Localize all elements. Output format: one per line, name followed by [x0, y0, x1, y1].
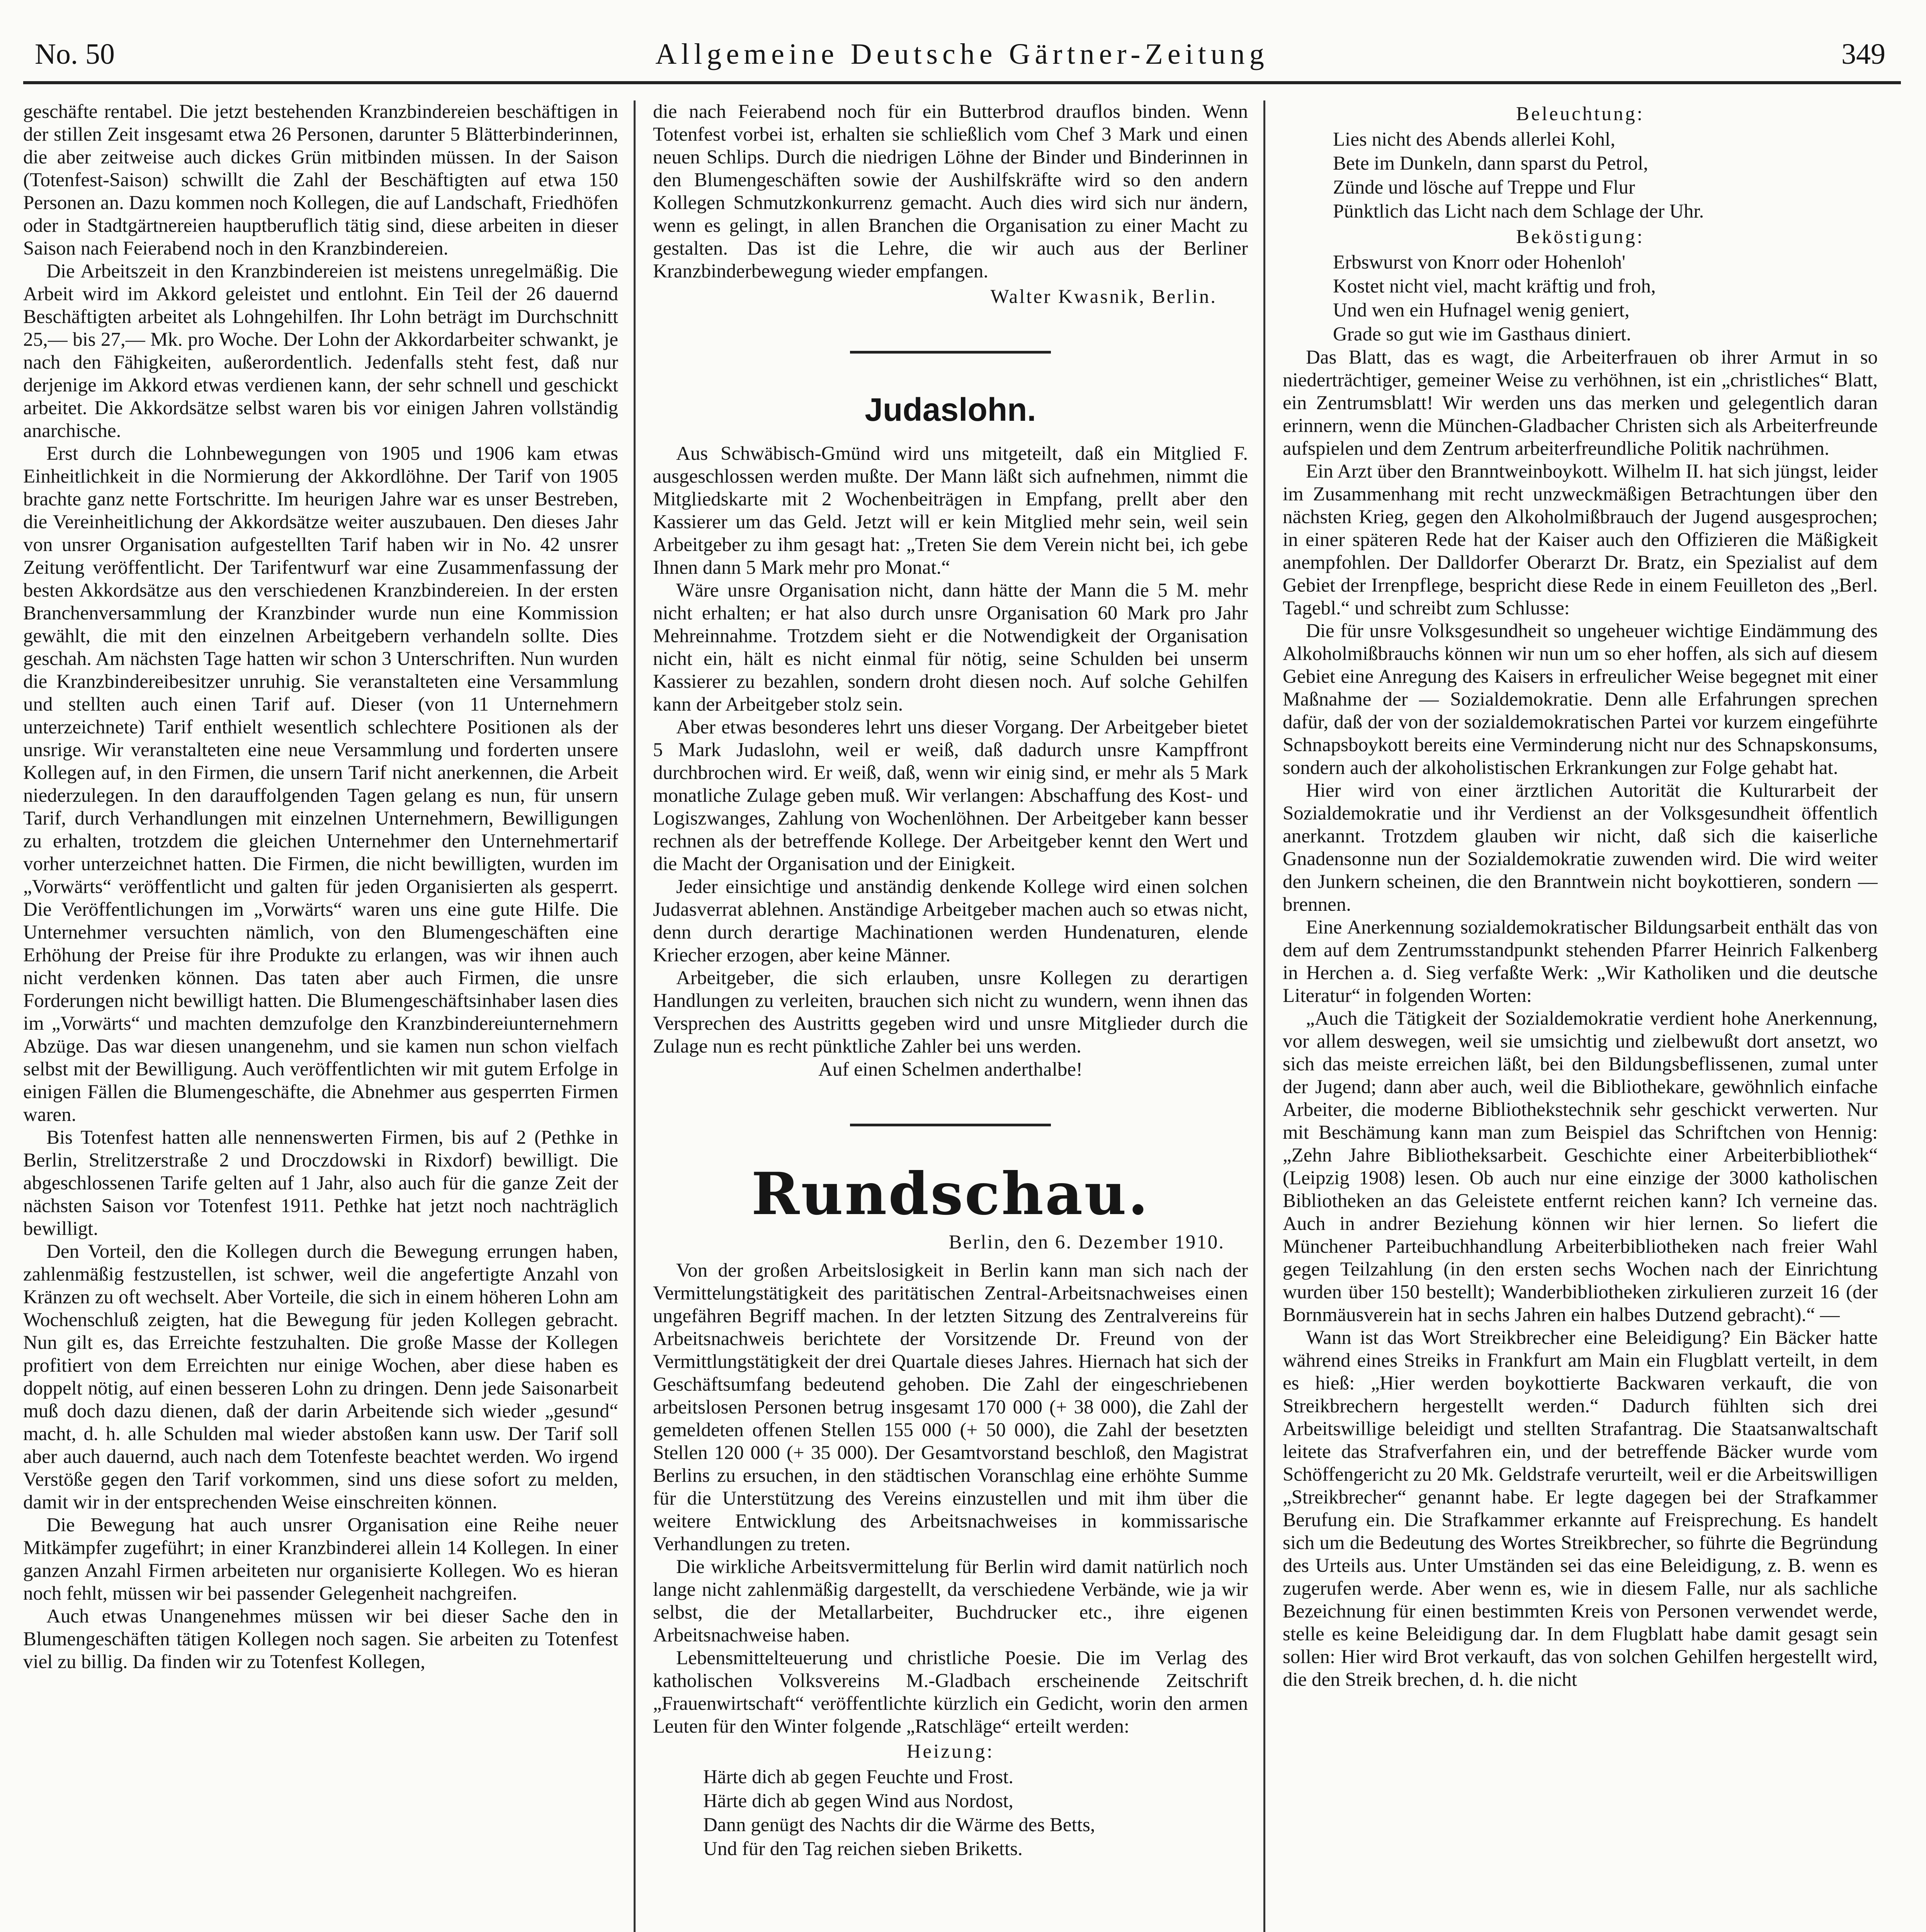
- poem-line: Zünde und lösche auf Treppe und Flur: [1333, 177, 1635, 198]
- judaslohn-heading: Judaslohn.: [865, 391, 1036, 428]
- newspaper-title: Allgemeine Deutsche Gärtner-Zeitung: [655, 38, 1269, 70]
- header-rule: [23, 81, 1901, 84]
- section-divider: [850, 351, 1051, 354]
- issue-number: No. 50: [35, 38, 115, 70]
- page-header: [23, 35, 1901, 85]
- dateline: Berlin, den 6. Dezember 1910.: [949, 1231, 1225, 1253]
- column-divider: [1263, 100, 1265, 1932]
- article-paragraph: Hier wird von einer ärztlichen Autorität die Kulturarbeit der Sozialdemokratie und ihr Verdienst an der Volksgesundheit öffentlich anerkannt. Trotzdem glauben wir nicht, daß sich die kaiserliche Gnadensonne nun der Sozialdemokratie zuwenden wird. Die wird weiter den Junkern scheinen, die den Branntwein nicht boykottieren, sondern — brennen.: [1283, 780, 1878, 915]
- article-paragraph: Wäre unsre Organisation nicht, dann hätte der Mann die 5 M. mehr nicht erhalten; er hat also durch unsre Organisation 60 Mark pro Jahr Mehreinnahme. Trotzdem sieht er die Notwendigkeit der Organisation nicht ein, hält es nicht einmal für nötig, seine Schulden bei unserm Kassierer zu bezahlen, sondern droht diesen noch. Auf solche Gehilfen kann der Arbeitgeber stolz sein.: [653, 580, 1248, 715]
- column-1: [23, 100, 618, 1932]
- article-paragraph: Bis Totenfest hatten alle nennenswerten Firmen, bis auf 2 (Pethke in Berlin, Strelitzerstraße 2 und Droczdowski in Rixdorf) bewilligt. Die abgeschlossenen Tarife gelten auf 1 Jahr, also auch für die ganze Zeit der nächsten Saison vor Totenfest 1911. Pethke hat jetzt noch nachträglich bewilligt.: [23, 1127, 618, 1240]
- poem-stanza-title: Heizung:: [906, 1741, 994, 1762]
- column-2: [653, 100, 1248, 1932]
- poem-line: Und wen ein Hufnagel wenig geniert,: [1333, 299, 1630, 321]
- article-paragraph: Das Blatt, das es wagt, die Arbeiterfrauen ob ihrer Armut in so niederträchtiger, gemeiner Weise zu verhöhnen, ist ein „christliches“ Blatt, ein Zentrumsblatt! Wir werden uns das merken und gelegentlich daran erinnern, wenn die München-Gladbacher Christen sich als Arbeiterfreunde aufspielen und dem Zentrum arbeiterfreundliche Politik nachrühmen.: [1283, 347, 1878, 459]
- article-paragraph: Aus Schwäbisch-Gmünd wird uns mitgeteilt, daß ein Mitglied F. ausgeschlossen werden mußte. Der Mann läßt sich aufnehmen, nimmt die Mitgliedskarte mit 2 Wochenbeiträgen in Empfang, prellt aber den Kassierer um das Geld. Jetzt will er kein Mitglied mehr sein, weil sein Arbeitgeber zu ihm gesagt hat: „Treten Sie dem Verein nicht bei, ich gebe Ihnen dann 5 Mark mehr pro Monat.“: [653, 443, 1248, 578]
- article-paragraph: Arbeitgeber, die sich erlauben, unsre Kollegen zu derartigen Handlungen zu verleiten, brauchen sich nicht zu wundern, wenn ihnen das Versprechen des Austritts gegeben wird und unsre Mitglieder durch die Zulage nun es recht pünktliche Zahler bei uns werden.: [653, 967, 1248, 1057]
- article-paragraph: die nach Feierabend noch für ein Butterbrod drauflos binden. Wenn Totenfest vorbei ist, erhalten sie schließlich vom Chef 3 Mark und einen neuen Schlips. Durch die niedrigen Löhne der Binder und Binderinnen in den Blumengeschäften sowie der Aushilfskräfte wird so den andern Kollegen Schmutzkonkurrenz gemacht. Auch dies wird sich nur ändern, wenn es gelingt, in allen Branchen die Organisation zu einer Macht zu gestalten. Das ist die Lehre, die wir auch aus der Berliner Kranzbinderbewegung wieder empfangen.: [653, 101, 1248, 282]
- article-paragraph: Ein Arzt über den Branntweinboykott. Wilhelm II. hat sich jüngst, leider im Zusammenhang mit recht unzweckmäßigen Betrachtungen über den nächsten Krieg, gegen den Alkoholmißbrauch der Jugend ausgesprochen; in einer späteren Rede hat der Kaiser auch den Offizieren die Mäßigkeit anempfohlen. Der Dalldorfer Oberarzt Dr. Bratz, ein Spezialist auf dem Gebiet der Irrenpflege, bespricht diese Rede in einem Feuilleton des „Berl. Tagebl.“ und schreibt zum Schlusse:: [1283, 461, 1878, 619]
- poem-line: Grade so gut wie im Gasthaus diniert.: [1333, 323, 1631, 345]
- poem-line: Härte dich ab gegen Wind aus Nordost,: [703, 1790, 1013, 1812]
- article-paragraph: Die Arbeitszeit in den Kranzbindereien ist meistens unregelmäßig. Die Arbeit wird im Akkord geleistet und entlohnt. Ein Teil der 26 dauernd Beschäftigten arbeitet als Lohngehilfen. Ihr Lohn beträgt im Durchschnitt 25,— bis 27,— Mk. pro Woche. Der Lohn der Akkordarbeiter schwankt, je nach den Fähigkeiten, außerordentlich. Jedenfalls steht fest, daß nur derjenige im Akkord etwas verdienen kann, der sehr schnell und geschickt arbeitet. Die Akkordsätze selbst waren bis vor einigen Jahren vollständig anarchische.: [23, 260, 618, 442]
- poem-line: Dann genügt des Nachts dir die Wärme des Betts,: [703, 1814, 1095, 1836]
- poem-stanza-title: Beköstigung:: [1516, 226, 1644, 248]
- column-3: [1283, 100, 1878, 1932]
- article-paragraph: Die wirkliche Arbeitsvermittelung für Berlin wird damit natürlich noch lange nicht zahlenmäßig dargestellt, da verschiedene Verbände, wie ja wir selbst, die der Metallarbeiter, Buchdrucker etc., ihre eigenen Arbeitsnachweise haben.: [653, 1556, 1248, 1646]
- column-divider: [634, 100, 636, 1932]
- article-paragraph: Eine Anerkennung sozialdemokratischer Bildungsarbeit enthält das von dem auf dem Zentrumsstandpunkt stehenden Pfarrer Heinrich Falkenberg in Herchen a. d. Sieg verfaßte Werk: „Wir Katholiken und die deutsche Literatur“ in folgenden Worten:: [1283, 917, 1878, 1007]
- article-paragraph: geschäfte rentabel. Die jetzt bestehenden Kranzbindereien beschäftigen in der stillen Zeit insgesamt etwa 26 Personen, darunter 5 Blätterbinderinnen, die aber zeitweise auch dickes Grün mitbinden müssen. In der Saison (Totenfest-Saison) schwillt die Zahl der Beschäftigten auf etwa 150 Personen an. Dazu kommen noch Kollegen, die auf Landschaft, Friedhöfen oder in Stadtgärtnereien hauptberuflich tätig sind, diese arbeiten in dieser Saison nach Feierabend noch in den Kranzbindereien.: [23, 101, 618, 259]
- article-paragraph: Jeder einsichtige und anständig denkende Kollege wird einen solchen Judasverrat ablehnen. Anständige Arbeitgeber machen auch so etwas nicht, denn durch derartige Machinationen werden Hundenaturen, elende Kriecher erzogen, aber keine Männer.: [653, 876, 1248, 966]
- article-paragraph: Die für unsre Volksgesundheit so ungeheuer wichtige Eindämmung des Alkoholmißbrauchs können wir nun um so eher hoffen, als sich auf diesem Gebiet eine Anregung des Kaisers in erfreulicher Weise begegnet mit einer Maßnahme der — Sozialdemokratie. Denn alle Erfahrungen sprechen dafür, daß der von der sozialdemokratischen Partei vor kurzem eingeführte Schnapsboykott bereits eine Verminderung nicht nur des Schnapskonsums, sondern auch der alkoholistischen Erkrankungen zur Folge gehabt hat.: [1283, 620, 1878, 779]
- section-divider: [850, 1124, 1051, 1126]
- poem-line: Und für den Tag reichen sieben Briketts.: [703, 1838, 1023, 1860]
- poem-line: Pünktlich das Licht nach dem Schlage der Uhr.: [1333, 201, 1704, 222]
- article-paragraph: Wann ist das Wort Streikbrecher eine Beleidigung? Ein Bäcker hatte während eines Streiks in Frankfurt am Main ein Flugblatt verteilt, in dem es hieß: „Hier werden boykottierte Backwaren verkauft, die von Streikbrechern hergestellt werden.“ Dadurch fühlten sich drei Arbeitswillige beleidigt und stellten Strafantrag. Die Staatsanwaltschaft leitete das Strafverfahren ein, und der betreffende Bäcker wurde vom Schöffengericht zu 20 Mk. Geldstrafe verurteilt, weil er die Arbeitswilligen „Streikbrecher“ genannt habe. Er legte dagegen bei der Strafkammer Berufung ein. Die Strafkammer erkannte auf Freisprechung. Es handelt sich um die Bedeutung des Wortes Streikbrecher, so führte die Begründung des Urteils aus. Unter Umständen sei das eine Beleidigung, z. B. wenn es zugerufen werde. Aber wenn es, wie in diesem Falle, nur als sachliche Bezeichnung für einen bestimmten Kreis von Personen verwendet werde, stelle es keine Beleidigung dar. In dem Flugblatt habe damit gesagt sein sollen: Hier wird Brot verkauft, das von solchen Gehilfen hergestellt wird, die den Streik brechen, d. h. die nicht: [1283, 1327, 1878, 1690]
- poem-line: Bete im Dunkeln, dann sparst du Petrol,: [1333, 153, 1648, 174]
- article-closing: Auf einen Schelmen anderthalbe!: [818, 1059, 1083, 1080]
- page-number: 349: [1841, 38, 1885, 70]
- rundschau-heading: Rundschau.: [751, 1160, 1150, 1228]
- article-paragraph: Aber etwas besonderes lehrt uns dieser Vorgang. Der Arbeitgeber bietet 5 Mark Judaslohn, weil er weiß, daß dadurch unsre Kampffront durchbrochen wird. Er weiß, daß, wenn wir einig sind, er mehr als 5 Mark monatliche Zulage geben muß. Wir verlangen: Abschaffung des Kost- und Logiszwanges, Zahlung von Wochenlöhnen. Der Arbeitgeber kann besser rechnen als der betreffende Kollege. Der Arbeitgeber kennt den Wert und die Macht der Organisation und der Einigkeit.: [653, 716, 1248, 875]
- poem-line: Erbswurst von Knorr oder Hohenloh': [1333, 252, 1626, 273]
- article-paragraph: Von der großen Arbeitslosigkeit in Berlin kann man sich nach der Vermittelungstätigkeit des paritätischen Zentral-Arbeitsnachweises einen ungefähren Begriff machen. In der letzten Sitzung des Zentralvereins für Arbeitsnachweis berichtete der Vorsitzende Dr. Freund von der Vermittlungstätigkeit der drei Quartale dieses Jahres. Hiernach hat sich der Geschäftsumfang bedeutend gehoben. Die Zahl der eingeschriebenen arbeitslosen Personen betrug insgesamt 170 000 (+ 38 000), die Zahl der gemeldeten offenen Stellen 155 000 (+ 50 000), die Zahl der besetzten Stellen 120 000 (+ 35 000). Der Gesamtvorstand beschloß, den Magistrat Berlins zu ersuchen, in den städtischen Voranschlag eine erhöhte Summe für die Unterstützung des Vereins einzustellen und mit ihm über die weitere Entwicklung des Arbeitsnachweises in kommissarische Verhandlungen zu treten.: [653, 1260, 1248, 1555]
- article-paragraph: „Auch die Tätigkeit der Sozialdemokratie verdient hohe Anerkennung, vor allem deswegen, weil sie umsichtig und zielbewußt dort ansetzt, wo sich das meiste erreichen läßt, bei den Bildungsbeflissenen, zumal unter der Jugend; dann aber auch, weil die Bibliothekare, gewöhnlich einfache Arbeiter, die moderne Bibliothekstechnik sehr geschickt verwerten. Nur mit Beschämung kann man zum Beispiel das Schriftchen von Hennig: „Zehn Jahre Bibliotheksarbeit. Geschichte einer Arbeiterbibliothek“ (Leipzig 1908) lesen. Ob auch nur eine einzige der 3000 katholischen Bibliotheken an das Geleistete entfernt reichen kann? Ich verneine das. Auch in andrer Beziehung können wir hier lernen. So liefert die Münchener Parteibuchhandlung Arbeiterbibliotheken nach freier Wahl gegen Teilzahlung (in den ersten sechs Wochen nach der Einrichtung wurden über 150 bestellt); Wanderbibliotheken zirkulieren zurzeit 16 (der Bornmäusverein hat in sechs Jahren ein halbes Dutzend gebracht).“ —: [1283, 1008, 1878, 1326]
- poem-line: Lies nicht des Abends allerlei Kohl,: [1333, 129, 1615, 150]
- poem-stanza-title: Beleuchtung:: [1516, 103, 1644, 125]
- article-paragraph: Die Bewegung hat auch unsrer Organisation eine Reihe neuer Mitkämpfer zugeführt; in einer Kranzbinderei allein 14 Kollegen. In einer ganzen Anzahl Firmen arbeiteten nur organisierte Kollegen. Wo es hieran noch fehlt, müssen wir bei passender Gelegenheit nachgreifen.: [23, 1514, 618, 1604]
- article-signature: Walter Kwasnik, Berlin.: [990, 286, 1217, 308]
- article-paragraph: Lebensmittelteuerung und christliche Poesie. Die im Verlag des katholischen Volksvereins M.-Gladbach erscheinende Zeitschrift „Frauenwirtschaft“ veröffentlichte kürzlich ein Gedicht, worin den armen Leuten für den Winter folgende „Ratschläge“ erteilt werden:: [653, 1647, 1248, 1737]
- poem-line: Kostet nicht viel, macht kräftig und froh,: [1333, 276, 1656, 297]
- article-paragraph: Auch etwas Unangenehmes müssen wir bei dieser Sache den in Blumengeschäften tätigen Kollegen noch sagen. Sie arbeiten zu Totenfest viel zu billig. Da finden wir zu Totenfest Kollegen,: [23, 1605, 618, 1673]
- poem-line: Härte dich ab gegen Feuchte und Frost.: [703, 1766, 1014, 1788]
- article-paragraph: Erst durch die Lohnbewegungen von 1905 und 1906 kam etwas Einheitlichkeit in die Normierung der Akkordlöhne. Der Tarif von 1905 brachte ganz nette Fortschritte. Im heurigen Jahre war es unser Bestreben, die Vereinheitlichung der Akkordsätze weiter auszubauen. Den dieses Jahr von unsrer Organisation aufgestellten Tarif haben wir in No. 42 unsrer Zeitung veröffentlicht. Der Tarifentwurf war eine Zusammenfassung der besten Akkordsätze aus den verschiedenen Kranzbindereien. In der ersten Branchenversammlung der Kranzbinder wurde nun eine Kommission gewählt, die mit den einzelnen Arbeitgebern verhandeln sollte. Dies geschah. Am nächsten Tage hatten wir schon 3 Unterschriften. Nun wurden die Kranzbindereibesitzer unruhig. Sie veranstalteten eine Versammlung und stellten auch einen Tarif auf. Dieser (von 11 Unternehmern unterzeichnete) Tarif enthielt wesentlich schlechtere Positionen als der unsrige. Wir veranstalteten eine neue Versammlung und forderten unsere Kollegen auf, in den Firmen, die unsern Tarif nicht anerkennen, die Arbeit niederzulegen. In den darauffolgenden Tagen gelang es nun, für unsern Tarif, durch Verhandlungen mit einzelnen Unternehmern, Bewilligungen zu erhalten, trotzdem die gleichen Unternehmer den Unternehmertarif vorher unterzeichnet hatten. Die Firmen, die nicht bewilligten, wurden im „Vorwärts“ veröffentlicht und galten für jeden Organisierten als gesperrt. Die Veröffentlichungen im „Vorwärts“ waren uns eine gute Hilfe. Die Unternehmer versuchten nämlich, von den Blumengeschäften eine Erhöhung der Preise für ihre Produkte zu erlangen, was wir ihnen auch nicht verdenken können. Das taten aber auch Firmen, die unsre Forderungen nicht bewilligt hatten. Die Blumengeschäftsinhaber lasen dies im „Vorwärts“ und machten demzufolge den Kranzbindereiunternehmern Abzüge. Das war diesen unangenehm, und sie kamen nun schon vielfach selbst mit der Bewilligung. Auch veröffentlichten wir mit gutem Erfolge in einigen Fällen die Blumengeschäfte, die Abnehmer aus gesperrten Firmen waren.: [23, 443, 618, 1126]
- article-paragraph: Den Vorteil, den die Kollegen durch die Bewegung errungen haben, zahlenmäßig festzustellen, ist schwer, weil die angefertigte Anzahl von Kränzen zu oft wechselt. Aber Vorteile, die sich in einem höheren Lohn am Wochenschluß zeigten, hat die Bewegung für jeden Kollegen gebracht. Nun gilt es, das Erreichte festzuhalten. Die große Masse der Kollegen profitiert von dem Erreichten nur einige Wochen, aber diese haben es doppelt nötig, auf einen besseren Lohn zu dringen. Denn jede Saisonarbeit muß doch dazu dienen, daß der darin Arbeitende sich wieder „gesund“ macht, d. h. alle Schulden mal wieder abstoßen kann usw. Der Tarif soll aber auch dauernd, auch nach dem Totenfeste beachtet werden. Wo irgend Verstöße gegen den Tarif vorkommen, sind uns diese sofort zu melden, damit wir in der entsprechenden Weise einschreiten können.: [23, 1241, 618, 1513]
